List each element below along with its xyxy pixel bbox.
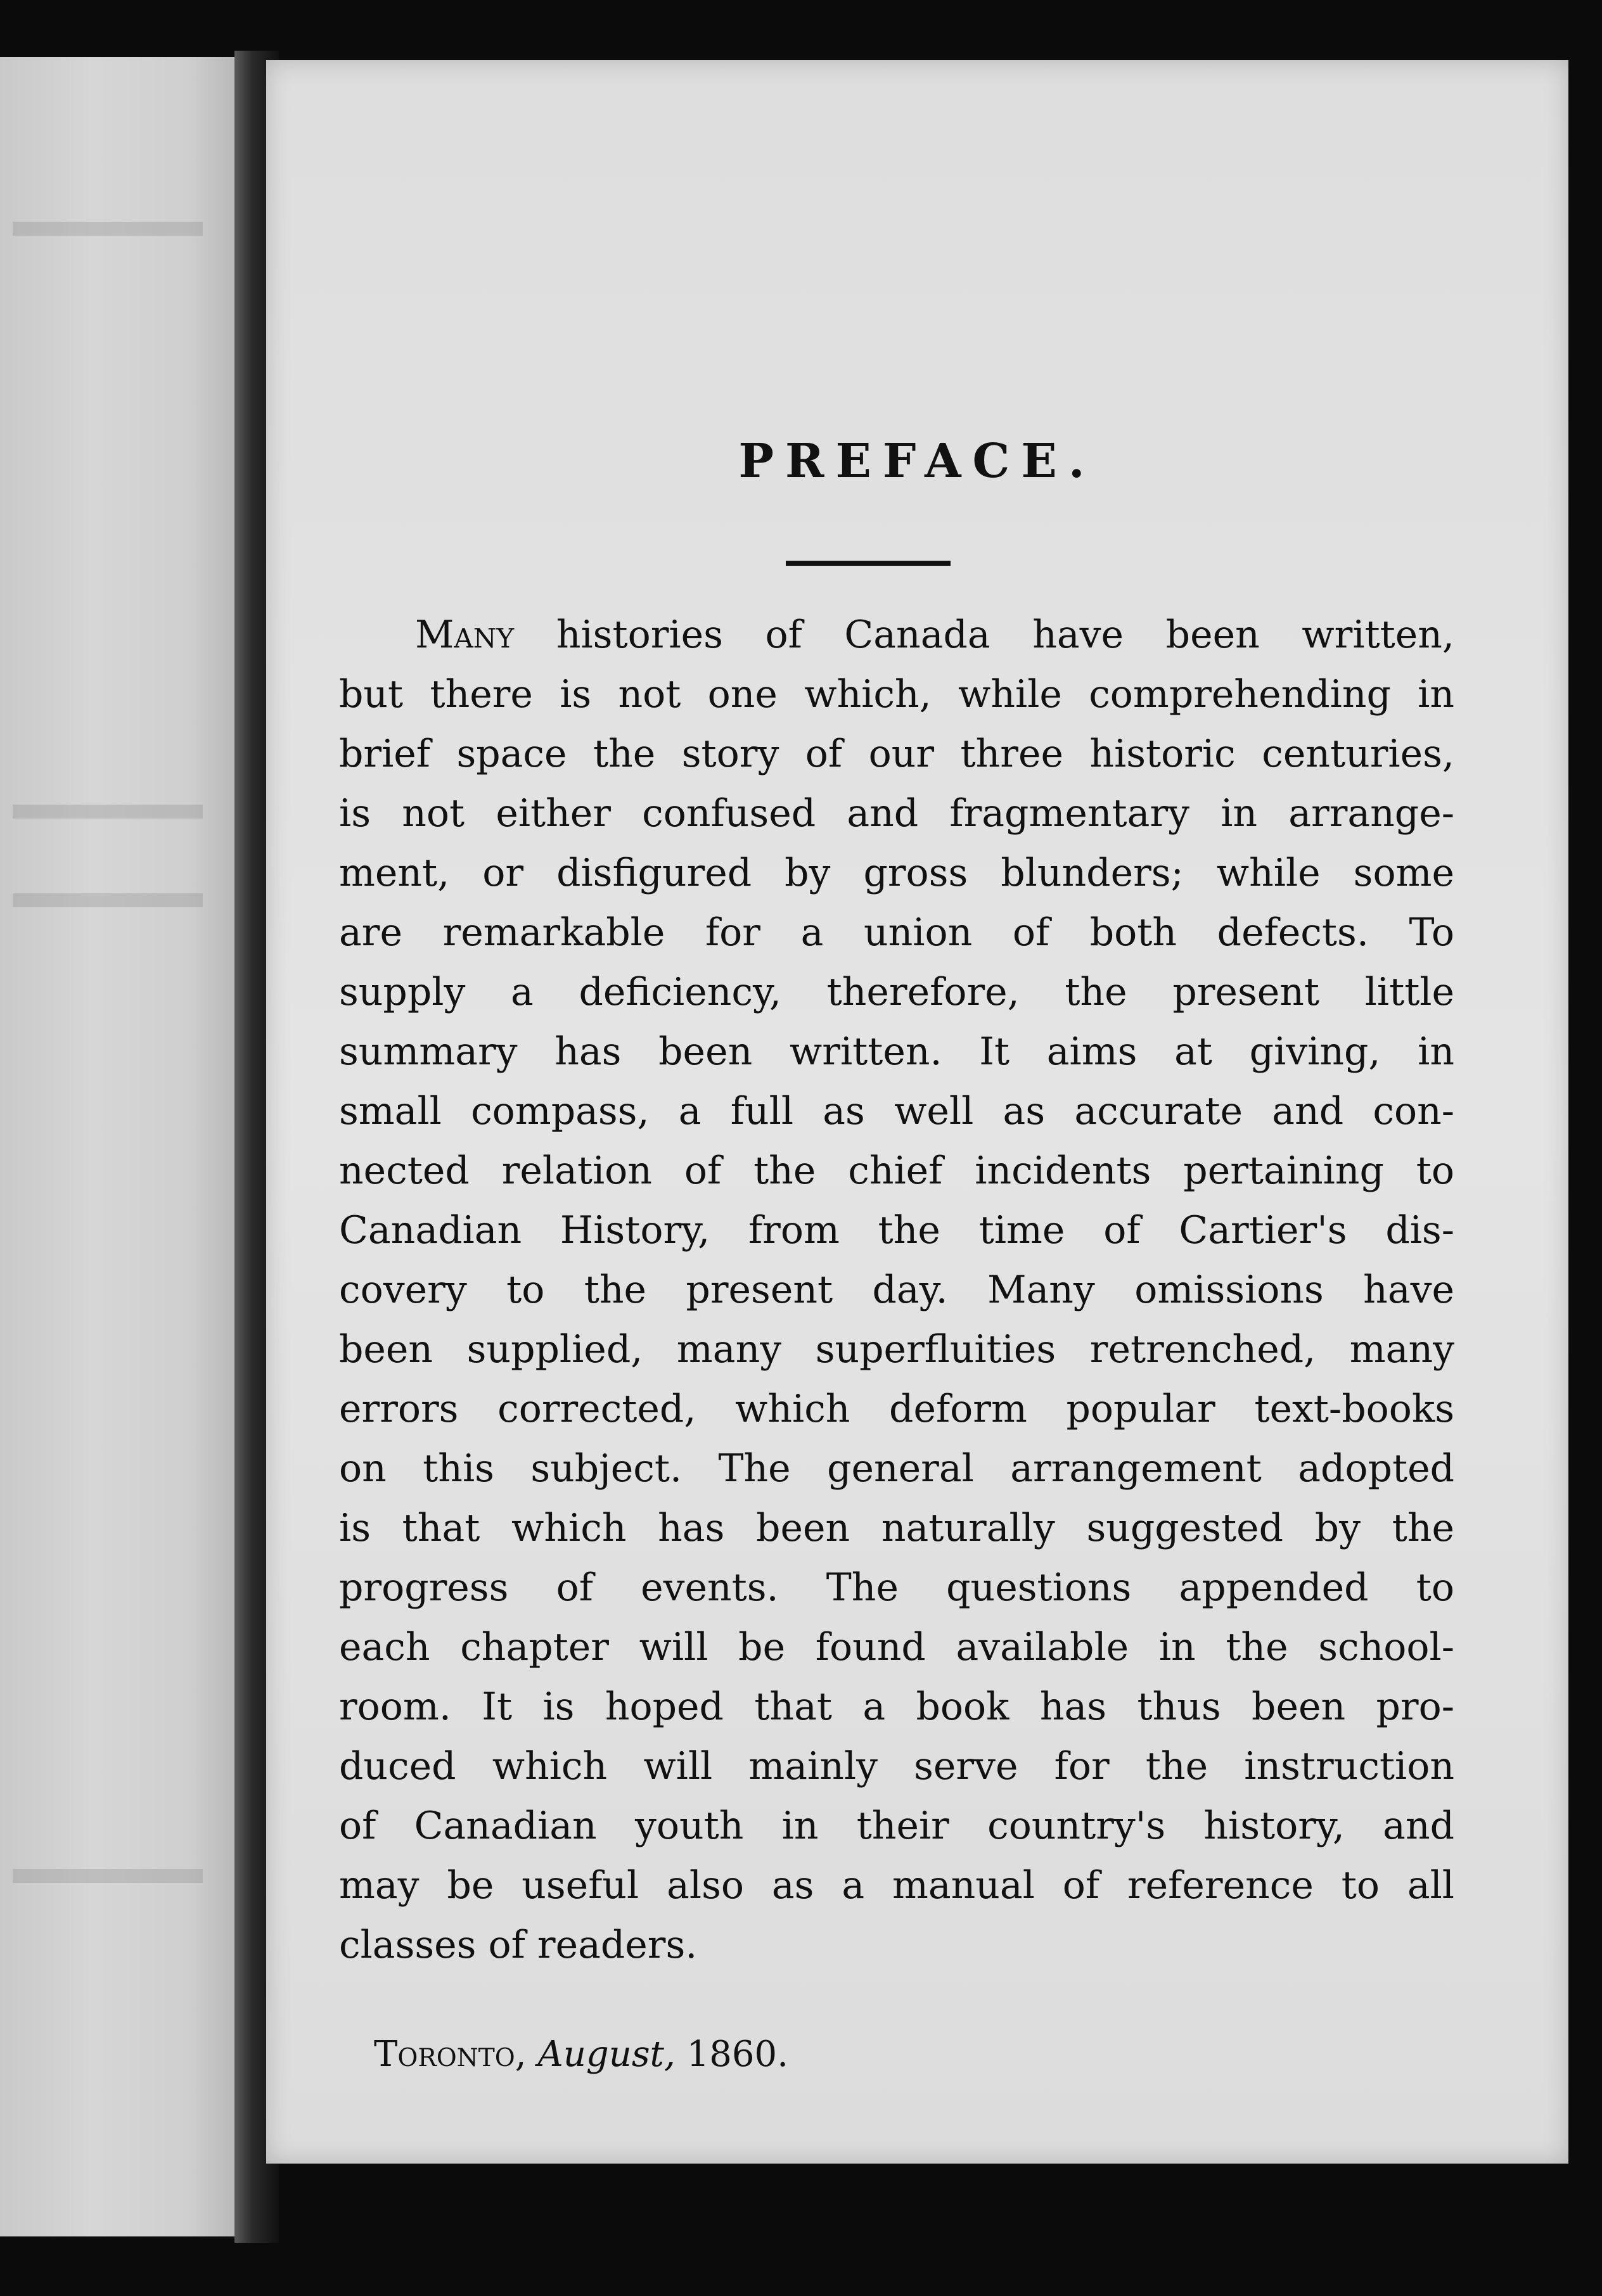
signature-year: 1860. (686, 2034, 788, 2075)
paragraph-line: nected relation of the chief incidents pertaining to (339, 1149, 1454, 1193)
page-heading: PREFACE. (738, 434, 1096, 488)
bleed-through-line (13, 893, 203, 907)
lead-word: Many (415, 613, 515, 657)
paragraph-line: covery to the present day. Many omissions have (339, 1268, 1454, 1312)
paragraph-line: ment, or disfigured by gross blunders; while some (339, 851, 1454, 895)
bleed-through-line (13, 222, 203, 236)
bleed-through-line (13, 805, 203, 819)
paragraph-line: but there is not one which, while comprehending in (339, 672, 1454, 717)
paragraph-line: summary has been written. It aims at giving, in (339, 1030, 1454, 1074)
paragraph-line: Many histories of Canada have been written, (415, 613, 1454, 657)
paragraph-line: is not either confused and fragmentary in arrange- (339, 791, 1454, 836)
bleed-through-line (13, 1869, 203, 1883)
adjacent-page (0, 57, 234, 2236)
paragraph-line: is that which has been naturally suggested by the (339, 1506, 1454, 1550)
paragraph-line: on this subject. The general arrangement adopted (339, 1446, 1454, 1491)
paragraph-line: small compass, a full as well as accurate and con- (339, 1089, 1454, 1133)
book-page (266, 60, 1568, 2164)
paragraph-line: of Canadian youth in their country's history, and (339, 1804, 1454, 1848)
paragraph-line: duced which will mainly serve for the instruction (339, 1744, 1454, 1789)
signature-place: Toronto, (374, 2034, 527, 2075)
preface-paragraph (339, 605, 1454, 1975)
paragraph-line: each chapter will be found available in the school- (339, 1625, 1454, 1669)
paragraph-line: may be useful also as a manual of reference to all (339, 1863, 1454, 1908)
heading-rule (786, 561, 951, 566)
paragraph-line: Canadian History, from the time of Cartier's dis- (339, 1208, 1454, 1253)
paragraph-line: been supplied, many superfluities retrenched, many (339, 1327, 1454, 1372)
place-date-signature (374, 2034, 788, 2075)
paragraph-line: brief space the story of our three historic centuries, (339, 732, 1454, 776)
paragraph-line: progress of events. The questions appended to (339, 1566, 1454, 1610)
paragraph-line: classes of readers. (339, 1923, 698, 1967)
paragraph-line: are remarkable for a union of both defects. To (339, 910, 1454, 955)
paragraph-line: supply a deficiency, therefore, the present little (339, 970, 1454, 1014)
paragraph-line: errors corrected, which deform popular text-books (339, 1387, 1454, 1431)
signature-month: August, (537, 2034, 676, 2075)
paragraph-line: room. It is hoped that a book has thus been pro- (339, 1685, 1454, 1729)
